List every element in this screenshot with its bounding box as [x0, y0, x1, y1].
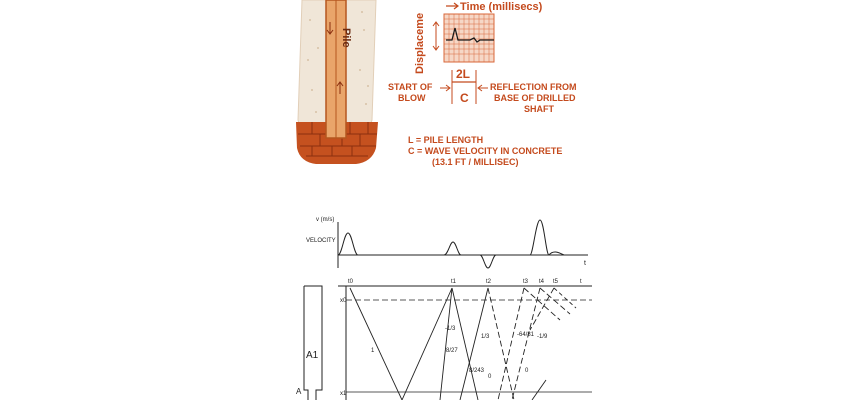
- zero-label-b: 0: [525, 368, 529, 374]
- fraction-neg-64-81: -64/81: [517, 332, 535, 338]
- reflection-arrow-icon: [478, 85, 488, 91]
- displacement-axis-label: Displaceme: [414, 12, 426, 74]
- wave-propagation-diagram: [0, 200, 846, 400]
- fraction-neg-1-9: -1/9: [537, 334, 548, 340]
- pile-label: Pile: [340, 28, 352, 48]
- tick-t2: t2: [486, 279, 492, 285]
- section-corner-label: A: [296, 387, 302, 396]
- tick-t: t: [580, 279, 582, 285]
- legend-velocity-value: (13.1 FT / MILLISEC): [432, 157, 519, 167]
- legend-wave-velocity: C = WAVE VELOCITY IN CONCRETE: [408, 146, 563, 156]
- time-axis-label: Time (millisecs): [460, 1, 543, 13]
- reflection-line1: REFLECTION FROM: [490, 82, 577, 92]
- reflection-line3: SHAFT: [524, 104, 554, 114]
- start-of-blow-line1: START OF: [388, 82, 433, 92]
- fraction-8-27: 8/27: [446, 348, 458, 354]
- tick-t4: t4: [539, 279, 545, 285]
- velocity-trace: [338, 220, 588, 268]
- tick-t5: t5: [553, 279, 559, 285]
- fraction-8-243: 8/243: [469, 368, 485, 374]
- c-label: C: [460, 91, 469, 105]
- velocity-label: VELOCITY: [306, 238, 336, 244]
- displacement-arrow-icon: [433, 22, 439, 50]
- legend-pile-length: L = PILE LENGTH: [408, 135, 484, 145]
- fraction-1-3: 1/3: [481, 334, 490, 340]
- zero-label-a: 0: [488, 374, 492, 380]
- fraction-1: 1: [371, 348, 375, 354]
- reflection-line2: BASE OF DRILLED: [494, 93, 576, 103]
- velocity-t-axis-label: t: [584, 260, 586, 267]
- characteristic-lines: [350, 288, 576, 400]
- tick-t0: t0: [348, 279, 354, 285]
- fraction-neg-1-3: -1/3: [445, 326, 456, 332]
- record-grid: [444, 14, 494, 62]
- start-arrow-icon: [440, 85, 450, 91]
- pile-section-outline: [304, 286, 322, 400]
- two-l-label: 2L: [456, 67, 471, 81]
- tick-t3: t3: [523, 279, 529, 285]
- label-x0: x0: [340, 298, 347, 304]
- label-x1: x1: [340, 391, 347, 397]
- velocity-y-axis-label: v (m/s): [316, 217, 335, 223]
- start-of-blow-line2: BLOW: [398, 93, 426, 103]
- time-arrow-icon: [446, 3, 458, 9]
- pile-section-label: A1: [306, 350, 319, 361]
- tick-t1: t1: [451, 279, 457, 285]
